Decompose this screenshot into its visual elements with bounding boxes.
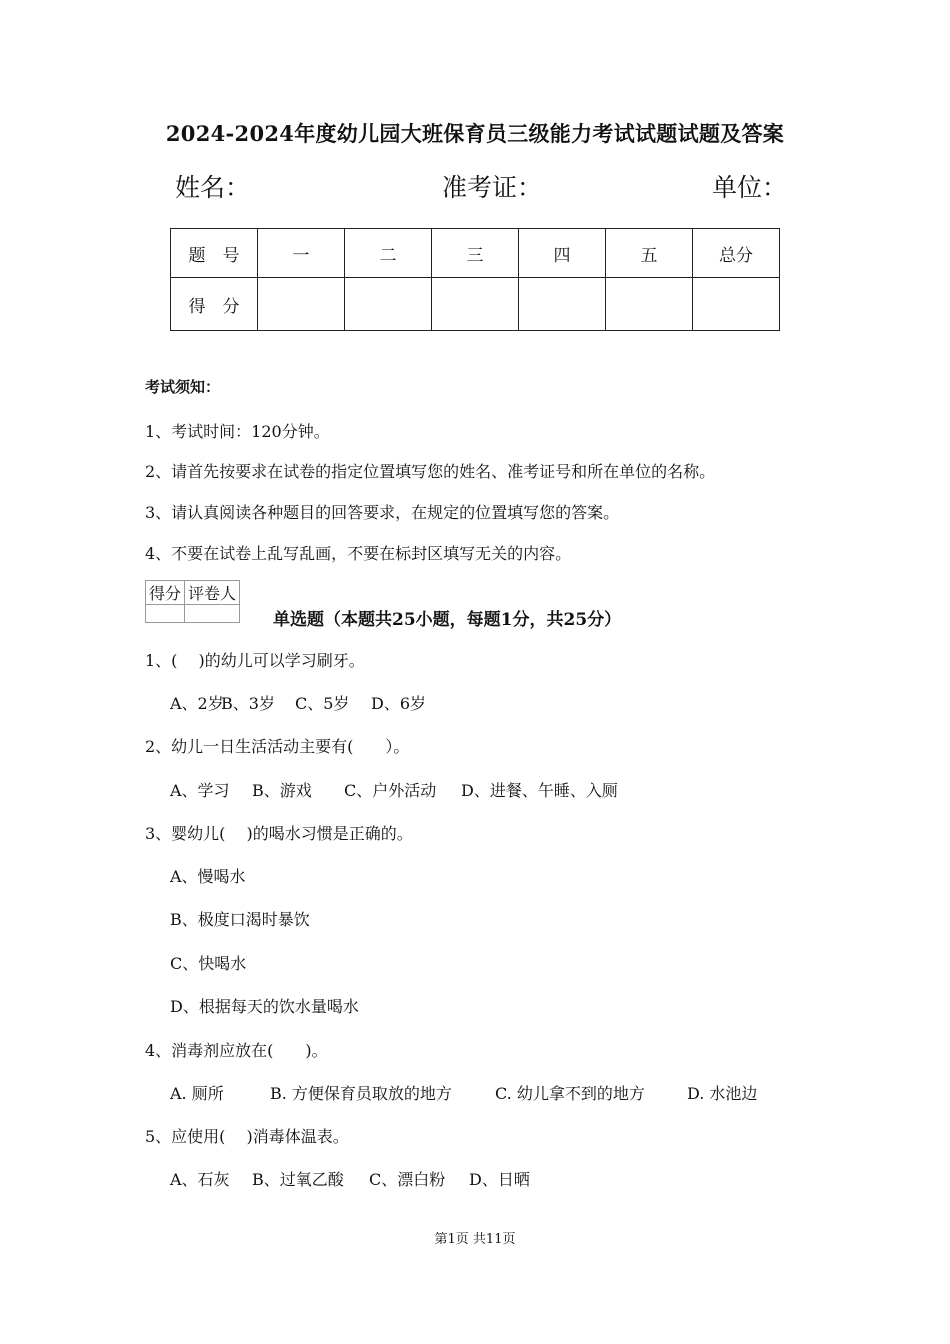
section-title: 单选题（本题共25小题，每题1分，共25分） (273, 610, 622, 630)
score-cell (519, 278, 606, 331)
grader-score-cell (146, 605, 185, 623)
option: A、学习 (170, 781, 230, 800)
question-stem: 3、婴幼儿( )的喝水习惯是正确的。 (145, 824, 413, 843)
score-header-cell: 四 (519, 229, 606, 278)
option: B、极度口渴时暴饮 (170, 910, 310, 929)
question-options (170, 778, 618, 801)
option: C、5岁 (295, 694, 350, 713)
option: A、石灰 (170, 1170, 230, 1189)
score-cell (345, 278, 432, 331)
score-table (170, 228, 780, 331)
unit-field-label: 单位： (712, 173, 788, 202)
option: B、过氧乙酸 (252, 1170, 344, 1189)
option: D、进餐、午睡、入厕 (461, 781, 618, 800)
question-stem: 1、( )的幼儿可以学习刷牙。 (145, 651, 365, 670)
score-row-label: 得 分 (171, 278, 258, 331)
grader-reviewer-cell (185, 605, 240, 623)
option: D. 水池边 (687, 1084, 758, 1103)
option: C. 幼儿拿不到的地方 (495, 1084, 645, 1103)
score-header-cell: 总分 (693, 229, 780, 278)
notice-item: 2、请首先按要求在试卷的指定位置填写您的姓名、准考证号和所在单位的名称。 (145, 462, 716, 481)
score-header-cell: 题 号 (171, 229, 258, 278)
score-table-header-row (171, 229, 780, 278)
question-options (170, 1167, 530, 1190)
option: D、6岁 (371, 694, 427, 713)
option: C、快喝水 (170, 954, 247, 973)
question-stem: 5、应使用( )消毒体温表。 (145, 1127, 349, 1146)
score-header-cell: 二 (345, 229, 432, 278)
score-header-cell: 五 (606, 229, 693, 278)
option: A、2岁 (170, 694, 224, 713)
question-options (170, 1081, 757, 1104)
notice-item: 1、考试时间：120分钟。 (145, 422, 330, 441)
notice-item: 4、不要在试卷上乱写乱画，不要在标封区填写无关的内容。 (145, 544, 572, 563)
score-header-cell: 三 (432, 229, 519, 278)
score-header-cell: 一 (258, 229, 345, 278)
option: D、日晒 (469, 1170, 530, 1189)
name-field-label: 姓名： (175, 173, 251, 202)
option: B、3岁 (221, 694, 275, 713)
option: C、漂白粉 (369, 1170, 446, 1189)
page-footer: 第1页 共11页 (434, 1232, 516, 1247)
option: C、户外活动 (344, 781, 437, 800)
question-stem: 4、消毒剂应放在( )。 (145, 1041, 328, 1060)
score-cell (606, 278, 693, 331)
document-title: 2024-2024年度幼儿园大班保育员三级能力考试试题试题及答案 (165, 121, 785, 146)
notice-item: 3、请认真阅读各种题目的回答要求，在规定的位置填写您的答案。 (145, 503, 620, 522)
score-table-score-row (171, 278, 780, 331)
grader-box (145, 580, 240, 623)
option: B、游戏 (252, 781, 312, 800)
grader-score-label: 得分 (146, 581, 185, 605)
score-cell (432, 278, 519, 331)
notice-heading: 考试须知： (145, 378, 221, 396)
option: A. 厕所 (170, 1084, 224, 1103)
question-stem: 2、幼儿一日生活活动主要有( ）。 (145, 737, 410, 756)
grader-reviewer-label: 评卷人 (185, 581, 240, 605)
score-cell (693, 278, 780, 331)
question-options (170, 691, 426, 714)
option: D、根据每天的饮水量喝水 (170, 997, 359, 1016)
option: B. 方便保育员取放的地方 (270, 1084, 452, 1103)
exam-number-field-label: 准考证： (442, 173, 543, 202)
score-cell (258, 278, 345, 331)
option: A、慢喝水 (170, 867, 246, 886)
